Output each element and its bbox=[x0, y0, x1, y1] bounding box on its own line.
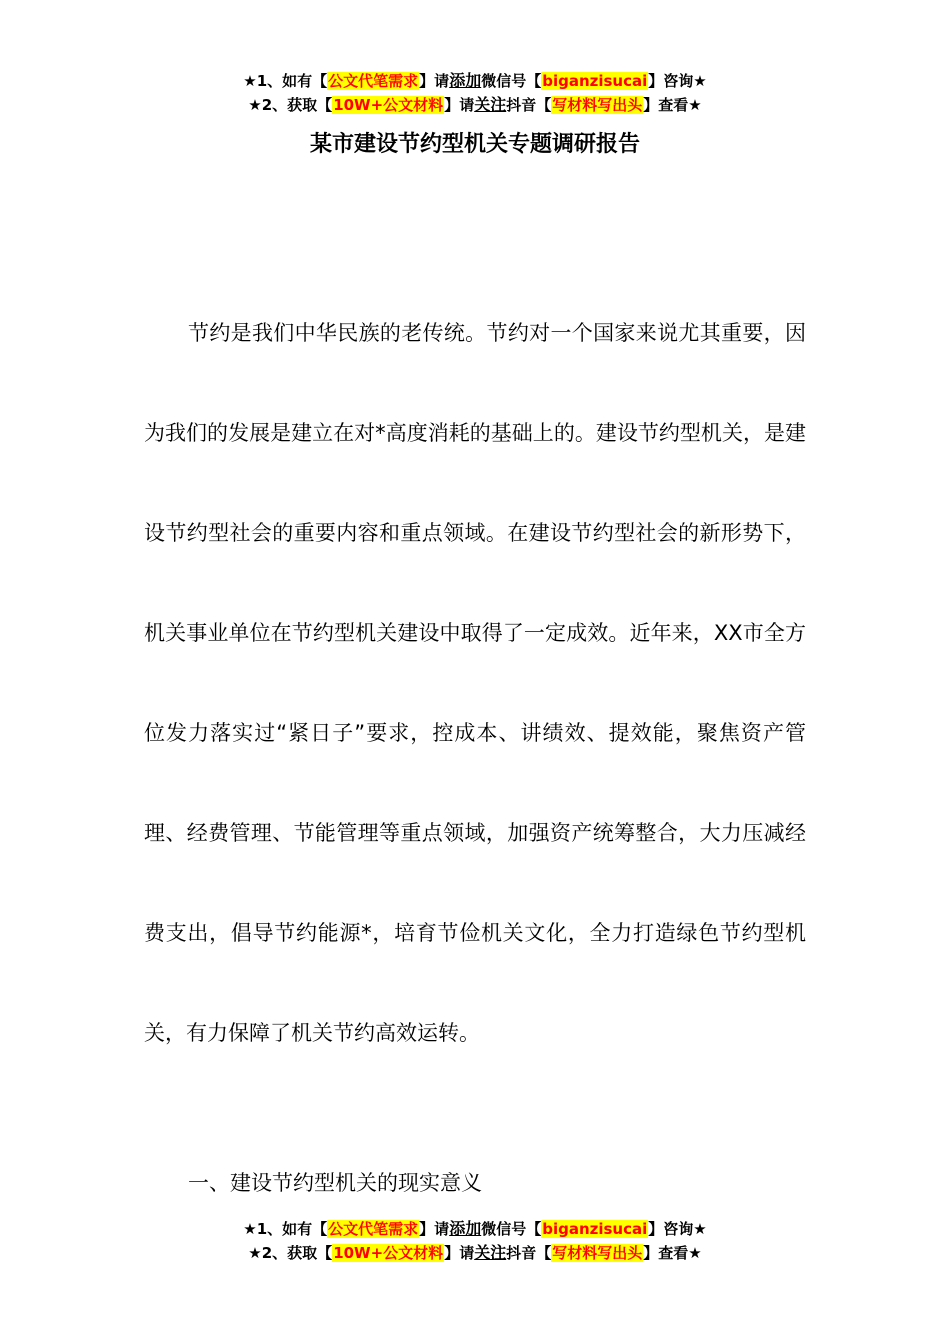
promo-line-1-prefix: ★1、如有【 bbox=[243, 1220, 328, 1238]
promo-line-1-prefix: ★1、如有【 bbox=[243, 72, 328, 90]
promo-line-1 bbox=[0, 1217, 950, 1241]
promo-line-1-text-2: 微信号【 bbox=[481, 72, 542, 90]
promo-line-1-text: 】请 bbox=[419, 1220, 450, 1238]
promo-highlight-wechat-id: biganzisucai bbox=[542, 1220, 648, 1238]
promo-highlight-douyin-id: 写材料写出头 bbox=[552, 96, 643, 114]
promo-line-1-text: 】请 bbox=[419, 72, 450, 90]
promo-line-2 bbox=[0, 93, 950, 117]
promo-line-2-text: 】请 bbox=[444, 1244, 475, 1262]
promo-highlight-service: 公文代笔需求 bbox=[328, 72, 419, 90]
promo-line-1 bbox=[0, 69, 950, 93]
promo-line-1-suffix: 】咨询★ bbox=[648, 72, 707, 90]
promo-line-2-text-2: 抖音【 bbox=[506, 96, 552, 114]
section-heading: 一、建设节约型机关的现实意义 bbox=[188, 1171, 482, 1195]
promo-line-1-suffix: 】咨询★ bbox=[648, 1220, 707, 1238]
promo-line-1-text-2: 微信号【 bbox=[481, 1220, 542, 1238]
document-title: 某市建设节约型机关专题调研报告 bbox=[309, 132, 640, 157]
promo-line-2-suffix: 】查看★ bbox=[643, 1244, 702, 1262]
promo-line-2 bbox=[0, 1241, 950, 1265]
promo-line-2-text-2: 抖音【 bbox=[506, 1244, 552, 1262]
promo-line-2-text: 】请 bbox=[444, 96, 475, 114]
bottom-promo-banner bbox=[0, 1217, 950, 1265]
top-promo-banner bbox=[0, 69, 950, 117]
promo-highlight-materials: 10W+公文材料 bbox=[333, 1244, 444, 1262]
promo-line-2-suffix: 】查看★ bbox=[643, 96, 702, 114]
promo-highlight-materials: 10W+公文材料 bbox=[333, 96, 444, 114]
promo-emphasis-add: 添加 bbox=[449, 1219, 482, 1238]
body-paragraph: 节约是我们中华民族的老传统。节约对一个国家来说尤其重要，因为我们的发展是建立在对*高度消耗的基础上的。建设节约型机关，是建设节约型社会的重要内容和重点领域。在建设节约型社会的新形势下，机关事业单位在节约型机关建设中取得了一定成效。近年来，XX市全方位发力落实过“紧日子”要求，控成本、讲绩效、提效能，聚焦资产管理、经费管理、节能管理等重点领域，加强资产统筹整合，大力压减经费支出，倡导节约能源*，培育节俭机关文化，全力打造绿色节约型机关，有力保障了机关节约高效运转。 bbox=[144, 321, 806, 1045]
promo-highlight-wechat-id: biganzisucai bbox=[542, 72, 648, 90]
promo-highlight-douyin-id: 写材料写出头 bbox=[552, 1244, 643, 1262]
promo-emphasis-follow: 关注 bbox=[474, 95, 507, 114]
promo-line-2-prefix: ★2、获取【 bbox=[248, 1244, 333, 1262]
promo-emphasis-follow: 关注 bbox=[474, 1243, 507, 1262]
promo-line-2-prefix: ★2、获取【 bbox=[248, 96, 333, 114]
promo-emphasis-add: 添加 bbox=[449, 71, 482, 90]
promo-highlight-service: 公文代笔需求 bbox=[328, 1220, 419, 1238]
